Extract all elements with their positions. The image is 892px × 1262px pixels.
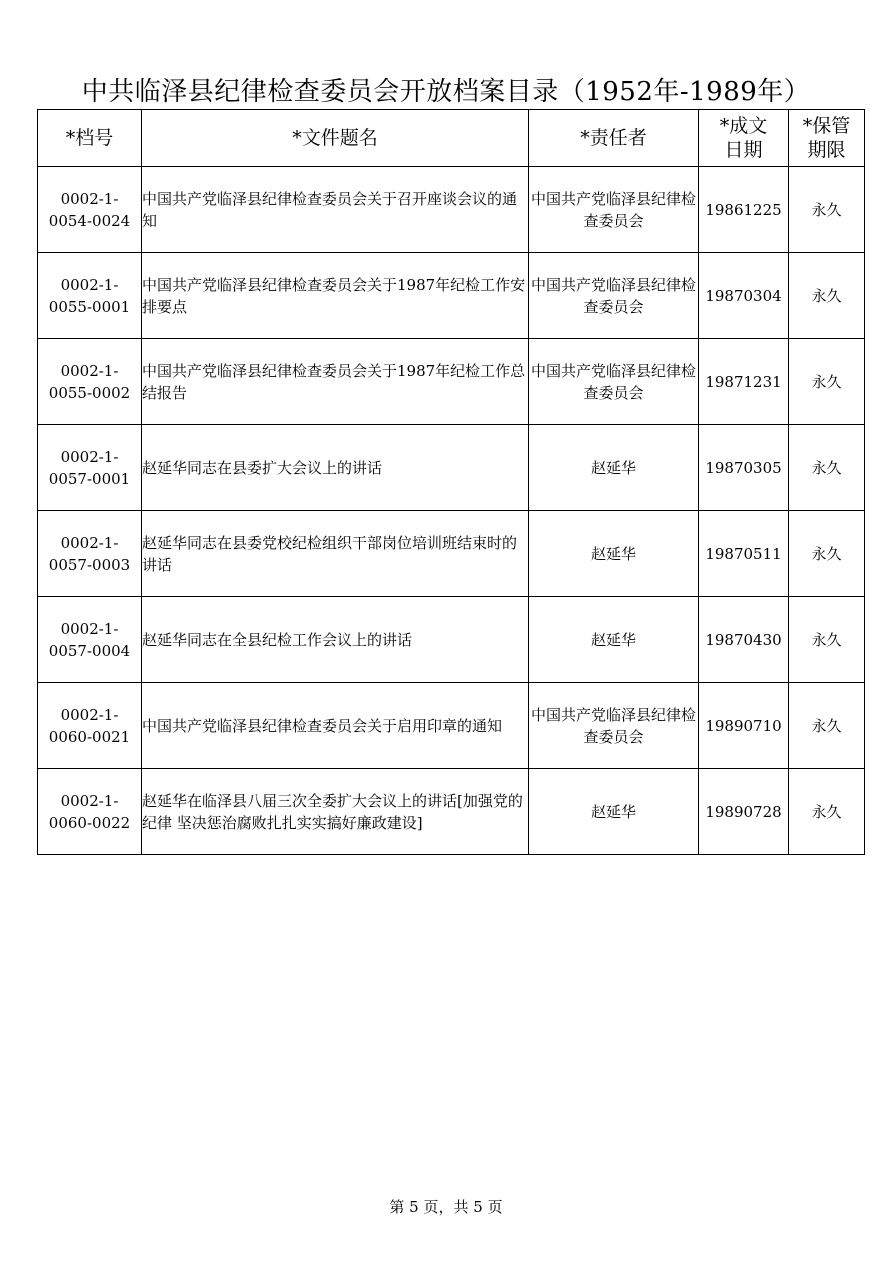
- cell-file-title: 赵延华同志在县委扩大会议上的讲话: [142, 425, 529, 511]
- cell-archive-id: [38, 597, 142, 683]
- archive-id-part1: 0002-1-: [60, 447, 119, 466]
- column-header-date-line2: 日期: [724, 139, 763, 161]
- cell-file-title: 赵延华同志在县委党校纪检组织干部岗位培训班结束时的讲话: [142, 511, 529, 597]
- archive-id-part2: 0055-0002: [48, 383, 131, 402]
- cell-file-title: 中国共产党临泽县纪律检查委员会关于1987年纪检工作安排要点: [142, 253, 529, 339]
- column-header-date: [699, 110, 789, 167]
- cell-responsible: 中国共产党临泽县纪律检查委员会: [529, 253, 699, 339]
- cell-date: 19861225: [699, 167, 789, 253]
- cell-archive-id: [38, 511, 142, 597]
- cell-responsible: 中国共产党临泽县纪律检查委员会: [529, 167, 699, 253]
- cell-responsible: 赵延华: [529, 425, 699, 511]
- cell-file-title: 赵延华在临泽县八届三次全委扩大会议上的讲话[加强党的纪律 坚决惩治腐败扎扎实实搞好廉政建设]: [142, 769, 529, 855]
- column-header-retention-line2: 期限: [807, 139, 846, 161]
- table-row: [38, 597, 865, 683]
- archive-id-part2: 0060-0021: [48, 727, 131, 746]
- cell-retention: 永久: [789, 683, 865, 769]
- cell-retention: 永久: [789, 167, 865, 253]
- cell-file-title: 中国共产党临泽县纪律检查委员会关于召开座谈会议的通知: [142, 167, 529, 253]
- archive-id-part1: 0002-1-: [60, 189, 119, 208]
- cell-retention: 永久: [789, 769, 865, 855]
- archive-id-part2: 0060-0022: [48, 813, 131, 832]
- column-header-id: *档号: [38, 110, 142, 167]
- cell-responsible: 赵延华: [529, 597, 699, 683]
- table-row: [38, 425, 865, 511]
- cell-retention: 永久: [789, 597, 865, 683]
- archive-id-part2: 0057-0001: [48, 469, 131, 488]
- table-row: [38, 339, 865, 425]
- cell-archive-id: [38, 769, 142, 855]
- table-row: [38, 683, 865, 769]
- cell-date: 19871231: [699, 339, 789, 425]
- cell-retention: 永久: [789, 425, 865, 511]
- archive-id-part1: 0002-1-: [60, 533, 119, 552]
- cell-file-title: 中国共产党临泽县纪律检查委员会关于启用印章的通知: [142, 683, 529, 769]
- cell-responsible: 赵延华: [529, 511, 699, 597]
- page-title: 中共临泽县纪律检查委员会开放档案目录（1952年-1989年）: [81, 77, 811, 107]
- table-header-row: [38, 110, 865, 167]
- cell-retention: 永久: [789, 253, 865, 339]
- archive-id-part1: 0002-1-: [60, 705, 119, 724]
- cell-archive-id: [38, 683, 142, 769]
- cell-file-title: 赵延华同志在全县纪检工作会议上的讲话: [142, 597, 529, 683]
- archive-id-part2: 0057-0004: [48, 641, 131, 660]
- cell-responsible: 赵延华: [529, 769, 699, 855]
- archive-id-part2: 0055-0001: [48, 297, 131, 316]
- cell-date: 19890710: [699, 683, 789, 769]
- cell-archive-id: [38, 253, 142, 339]
- cell-retention: 永久: [789, 511, 865, 597]
- cell-archive-id: [38, 339, 142, 425]
- cell-responsible: 中国共产党临泽县纪律检查委员会: [529, 683, 699, 769]
- archive-id-part1: 0002-1-: [60, 619, 119, 638]
- column-header-retention-line1: *保管: [802, 115, 851, 137]
- column-header-date-line1: *成文: [719, 115, 768, 137]
- cell-date: 19870511: [699, 511, 789, 597]
- table-row: [38, 253, 865, 339]
- archive-id-part2: 0057-0003: [48, 555, 131, 574]
- cell-archive-id: [38, 425, 142, 511]
- cell-responsible: 中国共产党临泽县纪律检查委员会: [529, 339, 699, 425]
- table-row: [38, 511, 865, 597]
- table-row: [38, 167, 865, 253]
- column-header-retention: [789, 110, 865, 167]
- cell-date: 19870304: [699, 253, 789, 339]
- cell-date: 19870430: [699, 597, 789, 683]
- archive-id-part1: 0002-1-: [60, 791, 119, 810]
- archive-id-part2: 0054-0024: [48, 211, 131, 230]
- archive-catalog-table: [37, 109, 865, 855]
- cell-retention: 永久: [789, 339, 865, 425]
- archive-id-part1: 0002-1-: [60, 275, 119, 294]
- table-row: [38, 769, 865, 855]
- cell-file-title: 中国共产党临泽县纪律检查委员会关于1987年纪检工作总结报告: [142, 339, 529, 425]
- cell-date: 19870305: [699, 425, 789, 511]
- column-header-file-title: *文件题名: [142, 110, 529, 167]
- cell-date: 19890728: [699, 769, 789, 855]
- page-number-footer: 第 5 页，共 5 页: [389, 1198, 503, 1216]
- archive-id-part1: 0002-1-: [60, 361, 119, 380]
- column-header-responsible: *责任者: [529, 110, 699, 167]
- cell-archive-id: [38, 167, 142, 253]
